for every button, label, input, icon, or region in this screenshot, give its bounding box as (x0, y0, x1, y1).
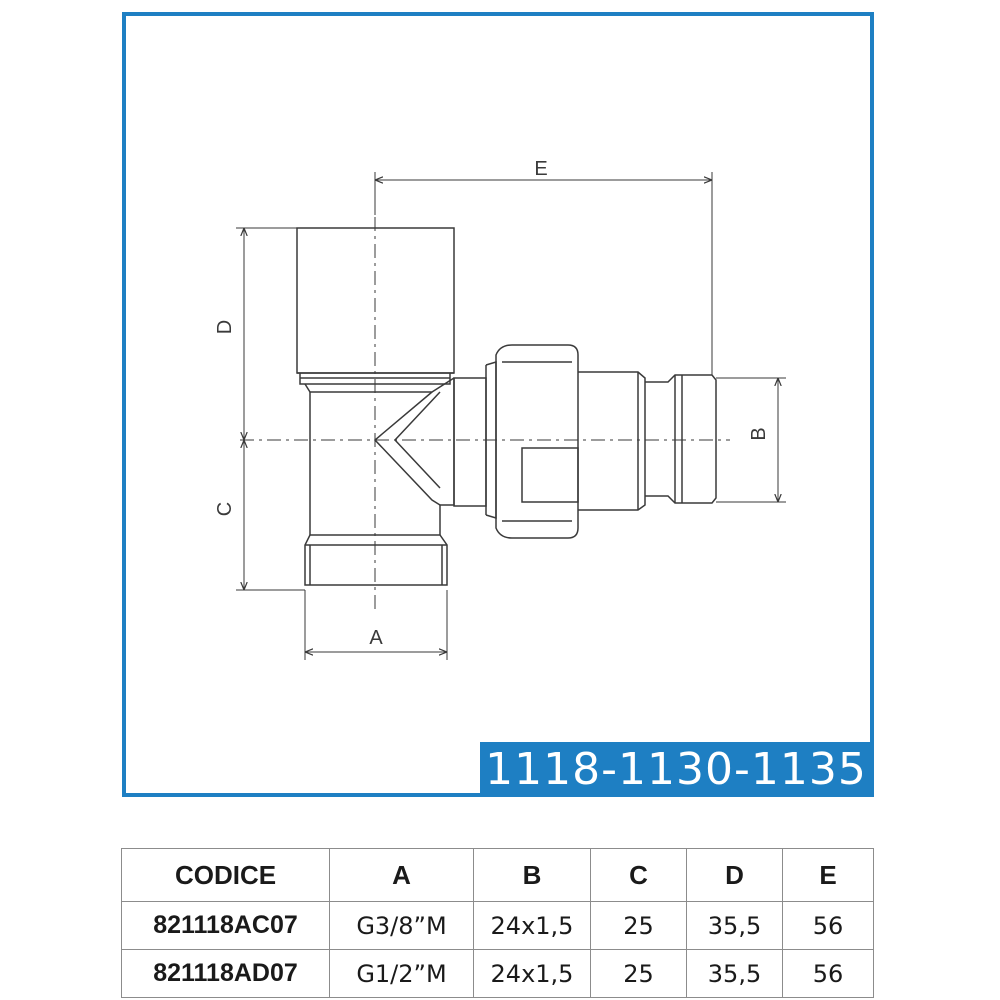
dimension-label-b: B (748, 427, 770, 441)
cell-d: 35,5 (687, 950, 783, 998)
header-c: C (591, 849, 687, 902)
header-a: A (330, 849, 474, 902)
dimension-label-a: A (369, 627, 383, 649)
cell-e: 56 (783, 902, 874, 950)
dimension-label-c: C (214, 501, 236, 517)
dimension-label-e: E (534, 158, 548, 180)
table-header-row (122, 849, 874, 902)
dimension-lines (236, 172, 786, 660)
header-e: E (783, 849, 874, 902)
cell-d: 35,5 (687, 902, 783, 950)
header-b: B (474, 849, 591, 902)
cell-a: G3/8”M (330, 902, 474, 950)
cell-code: 821118AD07 (122, 950, 330, 998)
cell-c: 25 (591, 950, 687, 998)
cell-c: 25 (591, 902, 687, 950)
cell-a: G1/2”M (330, 950, 474, 998)
table-row (122, 950, 874, 998)
header-codice: CODICE (122, 849, 330, 902)
cell-b: 24x1,5 (474, 902, 591, 950)
model-number-badge: 1118-1130-1135 (480, 742, 872, 796)
specs-table (121, 848, 874, 998)
valve-body (297, 228, 716, 585)
cell-code: 821118AC07 (122, 902, 330, 950)
dimension-label-d: D (214, 319, 236, 335)
cell-b: 24x1,5 (474, 950, 591, 998)
centre-lines (240, 190, 730, 610)
table-row (122, 902, 874, 950)
cell-e: 56 (783, 950, 874, 998)
header-d: D (687, 849, 783, 902)
